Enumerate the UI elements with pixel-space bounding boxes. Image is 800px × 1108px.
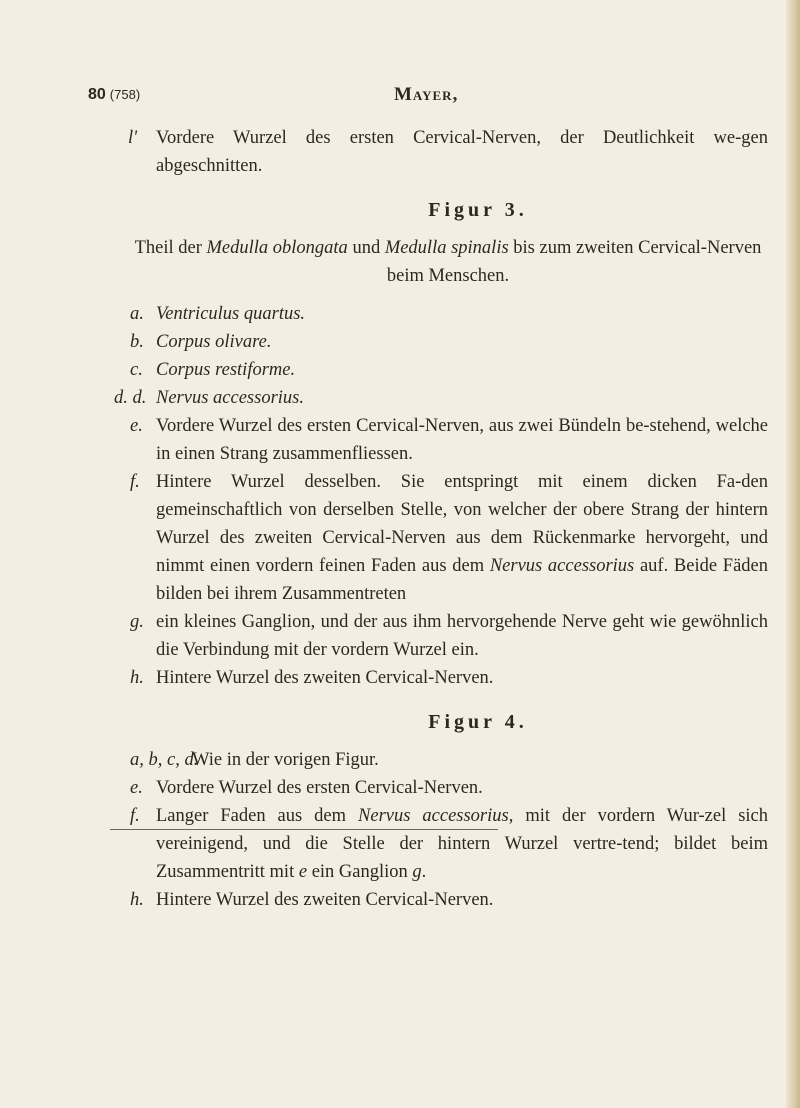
entry-text: . bbox=[421, 862, 427, 882]
entry-text: ein Ganglion bbox=[307, 862, 413, 882]
entry-label: f. bbox=[130, 472, 140, 492]
entry-text: Corpus restiforme. bbox=[156, 360, 296, 380]
entry-text: Ventriculus quartus. bbox=[156, 304, 306, 324]
entry-text: Wie in der vorigen Figur. bbox=[192, 750, 379, 770]
entry-label: h. bbox=[130, 890, 144, 910]
entry-label: a. bbox=[130, 304, 144, 324]
legend-entry-e bbox=[128, 774, 768, 802]
caption-text: Theil der bbox=[134, 238, 207, 258]
figure3-caption bbox=[128, 234, 768, 290]
entry-text: Hintere Wurzel des zweiten Cervical-Nerven. bbox=[156, 890, 494, 910]
page-body bbox=[114, 124, 769, 914]
intro-entry bbox=[128, 124, 768, 180]
figure3-title: Figur 3. bbox=[428, 199, 528, 221]
entry-italic: Nervus accessorius bbox=[489, 556, 635, 576]
page-number bbox=[88, 86, 140, 104]
entry-label: l' bbox=[128, 128, 138, 148]
entry-text: Corpus olivare. bbox=[156, 332, 272, 352]
page-number-value: 80 bbox=[88, 86, 106, 103]
entry-label: f. bbox=[130, 806, 140, 826]
entry-italic: Nervus accessorius bbox=[358, 806, 509, 826]
figure4-title: Figur 4. bbox=[428, 711, 528, 733]
legend-entry-a bbox=[128, 300, 768, 328]
entry-label: b. bbox=[130, 332, 144, 352]
caption-italic: Medulla spinalis bbox=[384, 238, 509, 258]
entry-text: auf. Beide Fäden bilden bei ihrem Zusammentreten bbox=[156, 556, 768, 604]
entry-text: Langer Faden aus dem bbox=[156, 806, 359, 826]
entry-italic: e bbox=[298, 862, 308, 882]
entry-label: d. d. bbox=[114, 388, 147, 408]
legend-entry-abcd bbox=[128, 746, 768, 774]
legend-entry-c bbox=[128, 356, 768, 384]
entry-text: Hintere Wurzel desselben. Sie entspringt mit einem dicken Fa-den gemeinschaftlich von derselben Stelle, von welcher der obere Strang der hintern Wurzel des zweiten Cervical-Nerven aus dem Rückenmarke hervorgeht, und nimmt einen vordern feinen Faden aus dem bbox=[156, 472, 768, 576]
caption-italic: Medulla oblongata bbox=[206, 238, 348, 258]
entry-text: Nervus accessorius. bbox=[156, 388, 304, 408]
legend-entry-f bbox=[128, 802, 768, 886]
entry-label: e. bbox=[130, 416, 143, 436]
legend-entry-d bbox=[114, 384, 768, 412]
entry-text: Hintere Wurzel des zweiten Cervical-Nerven. bbox=[156, 668, 494, 688]
footer-rule bbox=[110, 829, 498, 830]
page-number-alt: (758) bbox=[109, 87, 141, 102]
legend-entry-g bbox=[128, 608, 768, 664]
entry-text: Vordere Wurzel des ersten Cervical-Nerven, aus zwei Bündeln be-stehend, welche in einen Strang zusammenfliessen. bbox=[156, 416, 768, 464]
running-title: Mayer, bbox=[394, 84, 459, 105]
entry-text: ein kleines Ganglion, und der aus ihm hervorgehende Nerve geht wie gewöhnlich die Verbindung mit der vordern Wurzel ein. bbox=[156, 612, 768, 660]
entry-label: h. bbox=[130, 668, 144, 688]
entry-label: e. bbox=[130, 778, 143, 798]
legend-entry-f bbox=[128, 468, 768, 608]
page-edge bbox=[786, 0, 800, 1108]
entry-label: a, b, c, d. bbox=[130, 750, 199, 770]
legend-entry-e bbox=[128, 412, 768, 468]
legend-entry-h bbox=[128, 664, 768, 692]
legend-entry-b bbox=[128, 328, 768, 356]
entry-label: g. bbox=[130, 612, 144, 632]
caption-text: bis zum zweiten Cervical-Nerven beim Menschen. bbox=[386, 238, 762, 286]
entry-text: Vordere Wurzel des ersten Cervical-Nerven, der Deutlichkeit we-gen abgeschnitten. bbox=[156, 128, 768, 176]
caption-text: und bbox=[347, 238, 385, 258]
legend-entry-h bbox=[128, 886, 768, 914]
entry-label: c. bbox=[130, 360, 143, 380]
entry-text: , mit der vordern Wur-zel sich vereinigend, und die Stelle der hintern Wurzel vertre-tend; bildet beim Zusammentritt mit bbox=[156, 806, 769, 882]
entry-italic: g bbox=[412, 862, 422, 882]
entry-text: Vordere Wurzel des ersten Cervical-Nerven. bbox=[156, 778, 483, 798]
